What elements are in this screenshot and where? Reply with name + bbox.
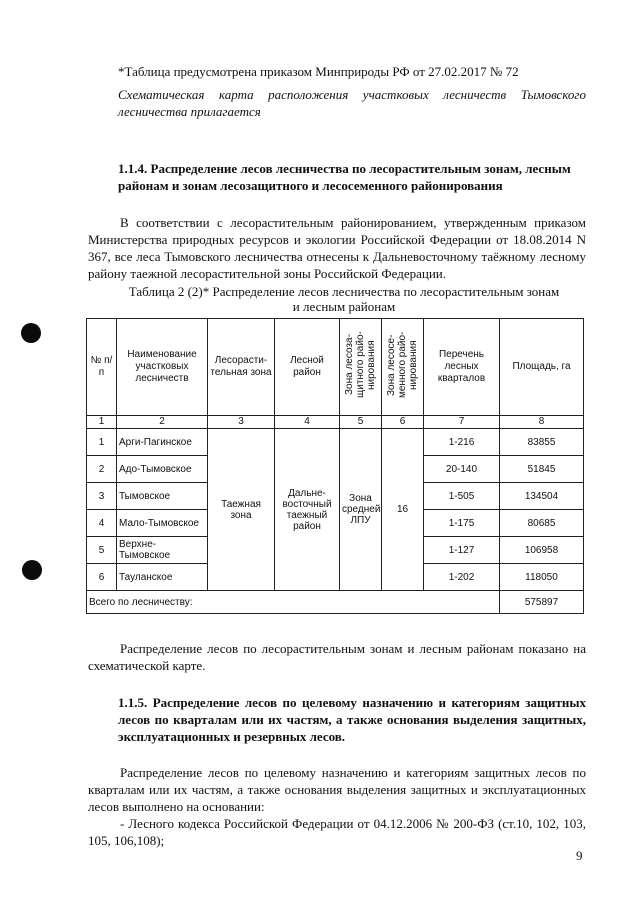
- forestry-name: Адо-Тымовское: [117, 456, 208, 483]
- column-number-row: [87, 416, 584, 429]
- row-number: 3: [87, 483, 117, 510]
- quarters-cell: 20-140: [424, 456, 500, 483]
- section-heading-114: 1.1.4. Распределение лесов лесничества по лесорастительным зонам, лесным районам и зонам лесозащитного и лесосеменного районирования: [118, 161, 571, 193]
- table-header-row: [87, 319, 584, 416]
- col-num: 1: [87, 416, 117, 429]
- forestry-name: Тымовское: [117, 483, 208, 510]
- area-cell: 83855: [500, 429, 584, 456]
- area-cell: 51845: [500, 456, 584, 483]
- section-heading-115: 1.1.5. Распределение лесов по целевому назначению и категориям защитных лесов по кварталам или их частям, а также основания выделения защитных, эксплуатационных и резервных лесов.: [118, 695, 586, 744]
- seed-zone-cell: 16: [382, 429, 424, 591]
- header-protection-zone: [340, 319, 382, 416]
- forest-distribution-table: [86, 318, 584, 614]
- legal-basis-item: - Лесного кодекса Российской Федерации от 04.12.2006 № 200-ФЗ (ст.10, 102, 103, 105, 106,108);: [88, 816, 586, 848]
- table-caption-line1: Таблица 2 (2)* Распределение лесов лесничества по лесорастительным зонам: [128, 284, 560, 299]
- total-value: 575897: [500, 591, 584, 614]
- col-num: 7: [424, 416, 500, 429]
- header-quarters: Перечень лесных кварталов: [424, 319, 500, 416]
- quarters-cell: 1-175: [424, 510, 500, 537]
- area-cell: 134504: [500, 483, 584, 510]
- punch-hole-top: [21, 323, 41, 343]
- header-zone: Лесорасти-тельная зона: [208, 319, 275, 416]
- row-number: 6: [87, 564, 117, 591]
- area-cell: 106958: [500, 537, 584, 564]
- punch-hole-bottom: [22, 560, 42, 580]
- forestry-name: Мало-Тымовское: [117, 510, 208, 537]
- table-footnote: *Таблица предусмотрена приказом Минприроды РФ от 27.02.2017 № 72: [118, 64, 519, 79]
- forestry-name: Арги-Пагинское: [117, 429, 208, 456]
- header-seed-zone: [382, 319, 424, 416]
- section-115-paragraph: Распределение лесов по целевому назначению и категориям защитных лесов по кварталам или их частям, а также основания выделения защитных и эксплуатационных лесов выполнено на основании:: [88, 765, 586, 814]
- map-note: Схематическая карта расположения участковых лесничеств Тымовского лесничества прилагается: [118, 87, 586, 119]
- quarters-cell: 1-202: [424, 564, 500, 591]
- area-cell: 118050: [500, 564, 584, 591]
- header-district: Лесной район: [275, 319, 340, 416]
- quarters-cell: 1-216: [424, 429, 500, 456]
- header-name: Наименование участковых лесничеств: [117, 319, 208, 416]
- row-number: 5: [87, 537, 117, 564]
- table-caption-line2: и лесным районам: [292, 299, 396, 314]
- forestry-name: Тауланское: [117, 564, 208, 591]
- header-num: № п/п: [87, 319, 117, 416]
- col-num: 2: [117, 416, 208, 429]
- table-caption: [100, 284, 588, 314]
- row-number: 1: [87, 429, 117, 456]
- col-num: 8: [500, 416, 584, 429]
- row-number: 2: [87, 456, 117, 483]
- page-number: 9: [576, 848, 583, 863]
- district-cell: Дальне-восточный таежный район: [275, 429, 340, 591]
- col-num: 6: [382, 416, 424, 429]
- quarters-cell: 1-127: [424, 537, 500, 564]
- col-num: 4: [275, 416, 340, 429]
- header-seed-zone-text: Зона лесосе-менного райо-нирования: [386, 331, 419, 399]
- section-114-paragraph: В соответствии с лесорастительным районированием, утвержденным приказом Министерства природных ресурсов и экологии Российской Федерации от 18.08.2014 N 367, все леса Тымовского лесничества отнесены к Дальневосточному таёжному лесному району таежной лесорастительной зоны Российской Федерации.: [88, 215, 586, 281]
- row-number: 4: [87, 510, 117, 537]
- col-num: 3: [208, 416, 275, 429]
- total-label: Всего по лесничеству:: [87, 591, 500, 614]
- protection-zone-cell: Зона средней ЛПУ: [340, 429, 382, 591]
- header-area: Площадь, га: [500, 319, 584, 416]
- quarters-cell: 1-505: [424, 483, 500, 510]
- total-row: [87, 591, 584, 614]
- col-num: 5: [340, 416, 382, 429]
- forestry-name: Верхне-Тымовское: [117, 537, 208, 564]
- area-cell: 80685: [500, 510, 584, 537]
- zone-cell: Таежная зона: [208, 429, 275, 591]
- after-table-text: Распределение лесов по лесорастительным зонам и лесным районам показано на схематической карте.: [88, 641, 586, 673]
- header-protection-zone-text: Зона лесоза-щитного райо-нирования: [344, 331, 377, 399]
- table-row: [87, 429, 584, 456]
